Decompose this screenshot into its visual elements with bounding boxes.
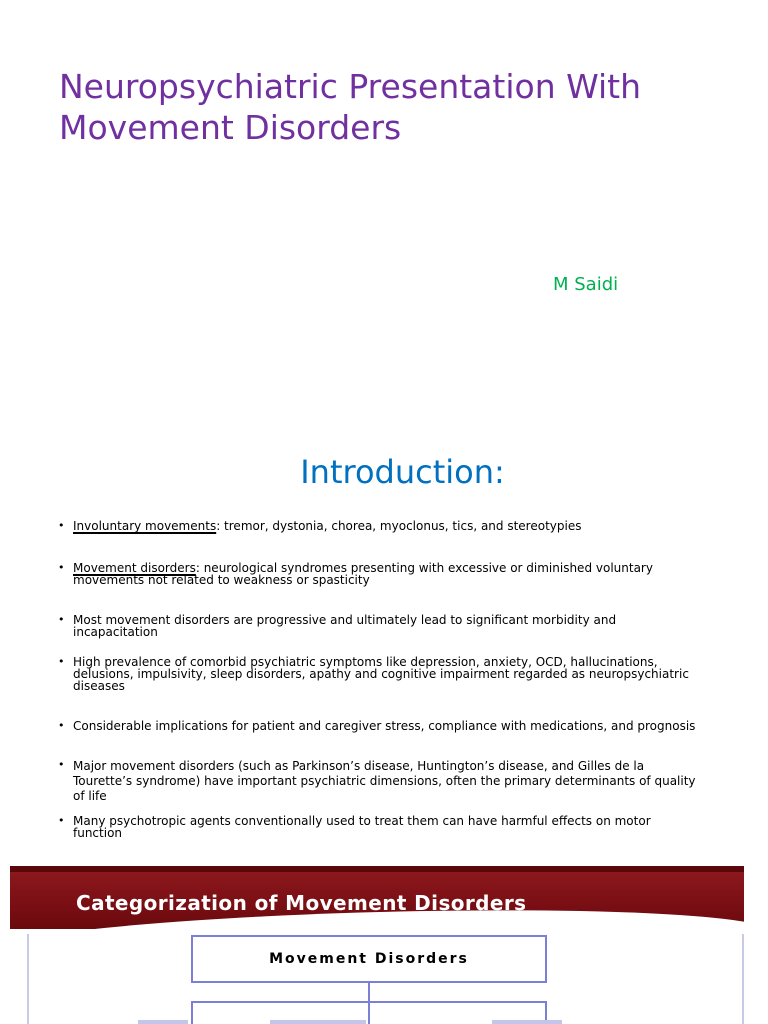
- connector-line: [191, 1001, 543, 1003]
- bullet-dot-icon: •: [58, 814, 65, 827]
- introduction-heading: Introduction:: [300, 453, 505, 491]
- bullet-item: [58, 656, 698, 692]
- diagram-root-node: Movement Disorders: [191, 935, 547, 983]
- slide-title: Neuropsychiatric Presentation With Movement Disorders: [59, 67, 642, 147]
- bullet-item: [58, 720, 698, 732]
- bullet-text: Many psychotropic agents conventionally used to treat them can have harmful effects on motor function: [73, 814, 651, 840]
- bullet-term: Involuntary movements: [73, 519, 217, 533]
- child-node-edge: [138, 1020, 188, 1024]
- bullet-dot-icon: •: [58, 719, 65, 732]
- categorization-slide: [10, 866, 744, 1024]
- banner-title: Categorization of Movement Disorders: [76, 891, 527, 915]
- child-node-edge: [270, 1020, 366, 1024]
- bullet-item: [58, 759, 698, 804]
- author-name: M Saidi: [553, 274, 619, 295]
- bullet-term: Movement disorders: [73, 561, 196, 575]
- bullet-text: High prevalence of comorbid psychiatric symptoms like depression, anxiety, OCD, hallucinations, delusions, impulsivity, sleep disorders, apathy and cognitive impairment regarded as neuropsychiatric diseases: [73, 655, 689, 693]
- bullet-text: : neurological syndromes presenting with excessive or diminished voluntary movements not related to weakness or spasticity: [73, 561, 653, 587]
- bullet-dot-icon: •: [58, 655, 65, 668]
- bullet-item: [58, 520, 698, 532]
- bullet-text: : tremor, dystonia, chorea, myoclonus, tics, and stereotypies: [216, 519, 582, 533]
- child-node-edge: [492, 1020, 562, 1024]
- bullet-dot-icon: •: [58, 758, 65, 771]
- bullet-item: [58, 562, 698, 586]
- bullet-item: [58, 614, 698, 638]
- bullet-item: [58, 815, 698, 839]
- bullet-dot-icon: •: [58, 561, 65, 574]
- bullet-text: Most movement disorders are progressive and ultimately lead to significant morbidity and incapacitation: [73, 613, 617, 639]
- connector-line: [368, 981, 370, 1003]
- bullet-dot-icon: •: [58, 613, 65, 626]
- bullet-text: Considerable implications for patient and caregiver stress, compliance with medications, and prognosis: [73, 719, 696, 733]
- bullet-text: Major movement disorders (such as Parkinson’s disease, Huntington’s disease, and Gilles de la Tourette’s syndrome) have important psychiatric dimensions, often the primary determinants of quality of life: [73, 759, 696, 803]
- bullet-dot-icon: •: [58, 519, 65, 532]
